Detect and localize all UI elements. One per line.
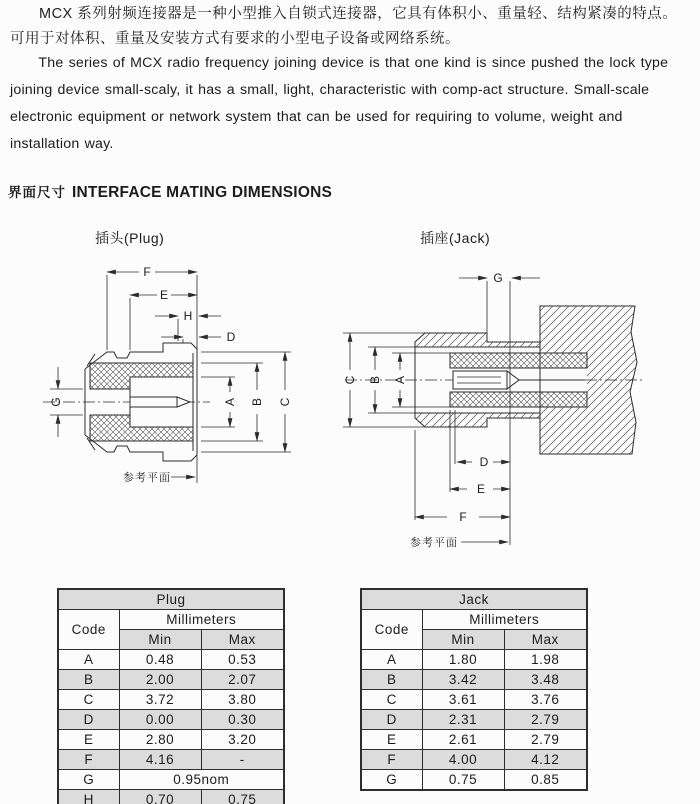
dim-min: 2.00 bbox=[119, 670, 201, 690]
dim-min: 3.61 bbox=[422, 690, 504, 710]
jack-diagram bbox=[335, 252, 697, 570]
dim-row-g bbox=[361, 770, 587, 791]
plug-max-header: Max bbox=[201, 630, 284, 650]
section-title-chinese: 界面尺寸 bbox=[8, 185, 66, 200]
dim-min: 2.80 bbox=[119, 730, 201, 750]
jack-table bbox=[360, 588, 588, 791]
plug-dim-E: E bbox=[159, 288, 169, 302]
intro-paragraph-english: The series of MCX radio frequency joining device is that one kind is since pushed the lock type joining device small-scaly, it has a small, light, characteristic with comp-act structure. Small-scale electronic equipment or network system that can be used for requiring to volume, weight and installation way. bbox=[10, 55, 669, 152]
dim-max: 3.80 bbox=[201, 690, 284, 710]
plug-dim-D: D bbox=[226, 330, 236, 344]
jack-reference-plane-label: 参考平面 bbox=[410, 537, 458, 549]
dim-code: B bbox=[361, 670, 422, 690]
dim-max: 2.07 bbox=[201, 670, 284, 690]
jack-dimensions bbox=[343, 278, 540, 545]
intro-paragraph-chinese: MCX 系列射频连接器是一种小型推入自锁式连接器，它具有体积小、重量轻、结构紧凑的特点。可用于对体积、重量及安装方式有要求的小型电子设备或网络系统。 bbox=[10, 6, 678, 47]
jack-insulator-bottom bbox=[450, 392, 587, 407]
dim-code: E bbox=[58, 730, 119, 750]
dim-row-a bbox=[361, 650, 587, 670]
dim-value-nominal: 0.95nom bbox=[119, 770, 284, 790]
dim-max: 3.76 bbox=[504, 690, 587, 710]
jack-dimension-labels bbox=[343, 271, 503, 549]
dim-min: 0.00 bbox=[119, 710, 201, 730]
dim-row-h bbox=[58, 790, 284, 804]
plug-reference-plane-label: 参考平面 bbox=[123, 472, 171, 484]
plug-unit-header: Millimeters bbox=[119, 610, 284, 630]
dim-code: E bbox=[361, 730, 422, 750]
jack-insulator-top bbox=[450, 353, 587, 368]
plug-table bbox=[57, 588, 285, 804]
dim-row-a bbox=[58, 650, 284, 670]
dim-min: 2.61 bbox=[422, 730, 504, 750]
dim-code: F bbox=[361, 750, 422, 770]
dim-row-g bbox=[58, 770, 284, 790]
dim-row-b bbox=[58, 670, 284, 690]
dim-min: 0.70 bbox=[119, 790, 201, 804]
dim-code: B bbox=[58, 670, 119, 690]
jack-dim-C: C bbox=[343, 375, 357, 385]
dim-row-d bbox=[58, 710, 284, 730]
jack-dim-G: G bbox=[493, 271, 503, 285]
jack-max-header: Max bbox=[504, 630, 587, 650]
dim-code: A bbox=[361, 650, 422, 670]
dim-row-c bbox=[361, 690, 587, 710]
dim-row-f bbox=[361, 750, 587, 770]
dim-min: 3.42 bbox=[422, 670, 504, 690]
dim-max: 0.75 bbox=[201, 790, 284, 804]
jack-unit-header: Millimeters bbox=[422, 610, 587, 630]
jack-figure-label: 插座(Jack) bbox=[420, 230, 491, 246]
dim-code: C bbox=[58, 690, 119, 710]
jack-min-header: Min bbox=[422, 630, 504, 650]
dim-row-c bbox=[58, 690, 284, 710]
dim-min: 4.00 bbox=[422, 750, 504, 770]
dim-code: H bbox=[58, 790, 119, 804]
dim-row-e bbox=[58, 730, 284, 750]
dim-max: 3.48 bbox=[504, 670, 587, 690]
plug-table-title: Plug bbox=[58, 589, 284, 610]
plug-insulator-top bbox=[90, 363, 193, 389]
dim-code: C bbox=[361, 690, 422, 710]
plug-diagram bbox=[35, 252, 315, 507]
plug-body bbox=[43, 343, 210, 461]
dim-min: 3.72 bbox=[119, 690, 201, 710]
dim-min: 1.80 bbox=[422, 650, 504, 670]
plug-dim-B: B bbox=[250, 397, 264, 407]
dim-code: G bbox=[58, 770, 119, 790]
jack-dim-B: B bbox=[368, 375, 382, 385]
jack-dim-D: D bbox=[479, 455, 489, 469]
jack-table-title: Jack bbox=[361, 589, 587, 610]
jack-sleeve-top bbox=[415, 333, 540, 347]
plug-dim-H: H bbox=[183, 309, 193, 323]
dim-code: D bbox=[58, 710, 119, 730]
dim-min: 2.31 bbox=[422, 710, 504, 730]
dim-row-e bbox=[361, 730, 587, 750]
dim-row-b bbox=[361, 670, 587, 690]
dim-min: 0.48 bbox=[119, 650, 201, 670]
plug-dim-G: G bbox=[49, 397, 63, 407]
dim-max: 0.85 bbox=[504, 770, 587, 791]
plug-center-pin bbox=[130, 397, 190, 407]
dim-max: 3.20 bbox=[201, 730, 284, 750]
dim-code: F bbox=[58, 750, 119, 770]
dim-row-f bbox=[58, 750, 284, 770]
plug-dim-F: F bbox=[143, 265, 151, 279]
dim-min: 4.16 bbox=[119, 750, 201, 770]
dim-code: G bbox=[361, 770, 422, 791]
plug-figure-label: 插头(Plug) bbox=[95, 230, 165, 246]
jack-sleeve-bottom bbox=[415, 413, 540, 427]
dim-max: 1.98 bbox=[504, 650, 587, 670]
dim-max: 2.79 bbox=[504, 710, 587, 730]
plug-min-header: Min bbox=[119, 630, 201, 650]
dim-max: - bbox=[201, 750, 284, 770]
section-title-english: INTERFACE MATING DIMENSIONS bbox=[72, 184, 333, 201]
jack-body bbox=[345, 306, 645, 454]
dim-max: 4.12 bbox=[504, 750, 587, 770]
jack-code-header: Code bbox=[361, 610, 422, 650]
plug-dim-A: A bbox=[223, 397, 237, 407]
dim-min: 0.75 bbox=[422, 770, 504, 791]
plug-code-header: Code bbox=[58, 610, 119, 650]
dim-max: 0.53 bbox=[201, 650, 284, 670]
dim-row-d bbox=[361, 710, 587, 730]
dim-max: 2.79 bbox=[504, 730, 587, 750]
jack-dim-E: E bbox=[476, 482, 486, 496]
plug-dim-C: C bbox=[278, 397, 292, 407]
jack-dim-F: F bbox=[459, 510, 467, 524]
dim-code: A bbox=[58, 650, 119, 670]
section-header bbox=[8, 176, 332, 204]
plug-insulator-bottom bbox=[90, 415, 193, 441]
jack-dim-A: A bbox=[393, 375, 407, 385]
dim-max: 0.30 bbox=[201, 710, 284, 730]
dim-code: D bbox=[361, 710, 422, 730]
